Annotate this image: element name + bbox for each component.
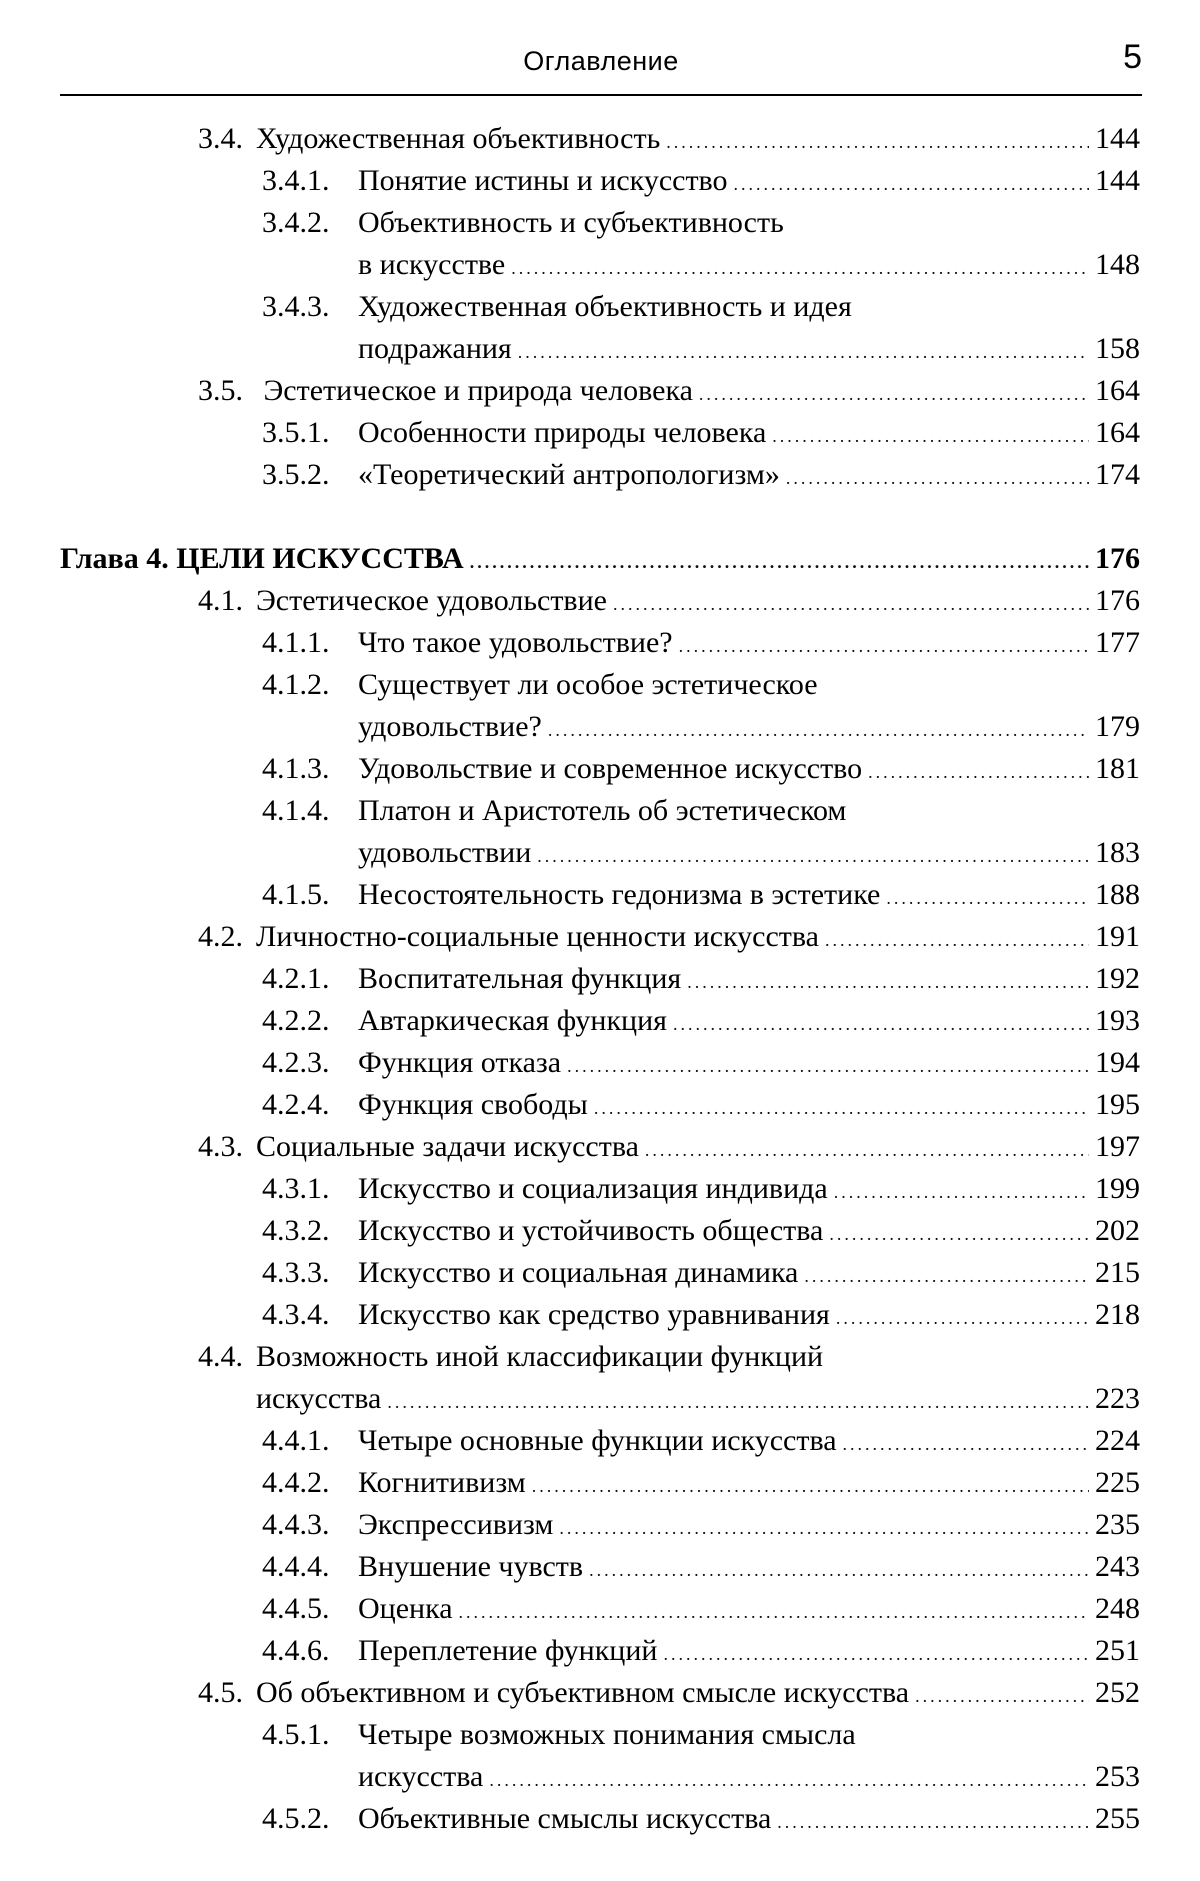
toc-leader-dots: [834, 1171, 1089, 1213]
toc-line: [262, 1630, 1140, 1672]
toc-line: [262, 454, 1140, 496]
toc-title: Платон и Аристотель об эстетическом: [358, 794, 847, 827]
toc-subsection[interactable]: [0, 1000, 1200, 1042]
toc-title: Личностно-социальные ценности искусства: [256, 920, 819, 953]
toc-text: [262, 1630, 657, 1672]
toc-spacer: [0, 496, 1200, 538]
toc-line: [262, 1504, 1140, 1546]
toc-number: 4.1.3.: [262, 752, 330, 785]
toc-number: 3.4.2.: [262, 206, 330, 239]
toc-line: [262, 202, 1140, 244]
header-title: Оглавление: [523, 46, 679, 76]
toc-text: [262, 1252, 798, 1294]
toc-title: Функция свободы: [358, 1088, 588, 1121]
toc-subsection[interactable]: [0, 1630, 1200, 1672]
toc-title: Понятие истины и искусство: [358, 164, 728, 197]
toc-line: [262, 1756, 1140, 1798]
toc-subsection[interactable]: [0, 622, 1200, 664]
toc-number: 3.4.: [198, 122, 243, 155]
toc-section[interactable]: [0, 580, 1200, 622]
toc-number: 3.5.: [198, 374, 243, 407]
toc-text: [262, 874, 880, 916]
toc-text: [198, 1672, 909, 1714]
toc-line: [198, 580, 1140, 622]
toc-title: Эстетическое и природа человека: [256, 374, 693, 407]
toc-line: [262, 1714, 1140, 1756]
toc-page-number: 224: [1095, 1424, 1140, 1457]
table-of-contents: [0, 118, 1200, 1840]
toc-subsection[interactable]: [0, 1210, 1200, 1252]
toc-number: 4.3.3.: [262, 1256, 330, 1289]
toc-leader-dots: [699, 373, 1089, 415]
toc-number: 4.5.2.: [262, 1802, 330, 1835]
toc-leader-dots: [825, 919, 1089, 961]
toc-text: [262, 1084, 588, 1126]
toc-line: [262, 832, 1140, 874]
toc-number: 3.5.2.: [262, 458, 330, 491]
toc-subsection[interactable]: [0, 286, 1200, 370]
toc-leader-dots: [772, 415, 1089, 457]
toc-number: 4.3.: [198, 1130, 243, 1163]
toc-line: [262, 1588, 1140, 1630]
toc-leader-dots: [518, 331, 1089, 373]
toc-line: [262, 1042, 1140, 1084]
toc-line: [198, 916, 1140, 958]
toc-text: [262, 454, 780, 496]
toc-number: 4.2.4.: [262, 1088, 330, 1121]
toc-text: [262, 622, 673, 664]
toc-text: [262, 664, 818, 706]
toc-page-number: 251: [1095, 1634, 1140, 1667]
toc-page-number: 183: [1095, 836, 1140, 869]
toc-subsection[interactable]: [0, 1042, 1200, 1084]
toc-title: искусства: [256, 1382, 382, 1415]
toc-page-number: 202: [1095, 1214, 1140, 1247]
toc-page-number: 179: [1095, 710, 1140, 743]
toc-page-number: 225: [1095, 1466, 1140, 1499]
header-rule: [60, 94, 1142, 96]
toc-page-number: 215: [1095, 1256, 1140, 1289]
toc-title: подражания: [358, 332, 512, 365]
toc-leader-dots: [829, 1213, 1089, 1255]
toc-title: Особенности природы человека: [358, 416, 767, 449]
toc-title: Эстетическое удовольствие: [256, 584, 607, 617]
toc-text: [198, 1336, 823, 1378]
toc-leader-dots: [594, 1087, 1089, 1129]
toc-leader-dots: [666, 121, 1089, 163]
toc-text: [198, 916, 819, 958]
toc-line: [198, 1126, 1140, 1168]
toc-leader-dots: [645, 1129, 1089, 1171]
toc-number: 3.5.1.: [262, 416, 330, 449]
toc-line: [262, 328, 1140, 370]
toc-text: [262, 1168, 828, 1210]
toc-page-number: 181: [1095, 752, 1140, 785]
toc-leader-dots: [459, 1591, 1089, 1633]
toc-number: 3.4.3.: [262, 290, 330, 323]
toc-text: [262, 412, 766, 454]
toc-subsection[interactable]: [0, 412, 1200, 454]
toc-leader-dots: [777, 1801, 1089, 1843]
toc-line: [262, 1210, 1140, 1252]
toc-text: [60, 538, 464, 580]
toc-subsection[interactable]: [0, 1504, 1200, 1546]
toc-subsection[interactable]: [0, 1462, 1200, 1504]
toc-leader-dots: [868, 751, 1089, 793]
toc-page-number: 194: [1095, 1046, 1140, 1079]
toc-number: 4.4.6.: [262, 1634, 330, 1667]
toc-line: [198, 1336, 1140, 1378]
toc-title: Функция отказа: [358, 1046, 562, 1079]
toc-number: 3.4.1.: [262, 164, 330, 197]
toc-text: [262, 706, 542, 748]
toc-title: Объективные смыслы искусства: [358, 1802, 772, 1835]
toc-title: Автаркическая функция: [358, 1004, 667, 1037]
toc-line: [262, 1252, 1140, 1294]
toc-leader-dots: [567, 1045, 1089, 1087]
toc-line: [198, 1672, 1140, 1714]
toc-leader-dots: [548, 709, 1089, 751]
toc-page-number: 144: [1095, 122, 1140, 155]
toc-title: Несостоятельность гедонизма в эстетике: [358, 878, 881, 911]
toc-leader-dots: [532, 1465, 1089, 1507]
toc-number: 4.3.4.: [262, 1298, 330, 1331]
toc-leader-dots: [786, 457, 1089, 499]
toc-page-number: 223: [1095, 1382, 1140, 1415]
toc-title: Художественная объективность и идея: [358, 290, 852, 323]
toc-number: 4.1.5.: [262, 878, 330, 911]
toc-leader-dots: [843, 1423, 1089, 1465]
toc-number: 4.4.3.: [262, 1508, 330, 1541]
toc-page-number: 252: [1095, 1676, 1140, 1709]
toc-line: [262, 1084, 1140, 1126]
toc-line: [262, 244, 1140, 286]
toc-title: Искусство и социальная динамика: [358, 1256, 799, 1289]
toc-number: 4.1.4.: [262, 794, 330, 827]
toc-page-number: 197: [1095, 1130, 1140, 1163]
toc-leader-dots: [804, 1255, 1089, 1297]
toc-text: [198, 580, 607, 622]
toc-line: [262, 790, 1140, 832]
toc-line: [198, 370, 1140, 412]
toc-subsection[interactable]: [0, 1546, 1200, 1588]
toc-line: [262, 1294, 1140, 1336]
toc-title: ЦЕЛИ ИСКУССТВА: [176, 542, 464, 575]
toc-line: [262, 1420, 1140, 1462]
toc-page-number: 255: [1095, 1802, 1140, 1835]
toc-title: Художественная объективность: [256, 122, 661, 155]
toc-title: Удовольствие и современное искусство: [358, 752, 863, 785]
toc-section[interactable]: [0, 1336, 1200, 1420]
toc-number: 4.1.: [198, 584, 243, 617]
toc-text: [262, 1798, 771, 1840]
toc-page-number: 158: [1095, 332, 1140, 365]
toc-section[interactable]: [0, 118, 1200, 160]
toc-subsection[interactable]: [0, 664, 1200, 748]
toc-number: 4.4.2.: [262, 1466, 330, 1499]
toc-leader-dots: [886, 877, 1089, 919]
toc-line: [262, 1000, 1140, 1042]
toc-text: [198, 1378, 381, 1420]
toc-leader-dots: [387, 1381, 1089, 1423]
toc-page-number: 253: [1095, 1760, 1140, 1793]
toc-number: 4.1.1.: [262, 626, 330, 659]
toc-page-number: 176: [1095, 542, 1140, 575]
toc-leader-dots: [559, 1507, 1089, 1549]
toc-subsection[interactable]: [0, 202, 1200, 286]
toc-number: 4.3.2.: [262, 1214, 330, 1247]
toc-text: [262, 1042, 561, 1084]
toc-page-number: 248: [1095, 1592, 1140, 1625]
toc-title: Внушение чувств: [358, 1550, 584, 1583]
toc-subsection[interactable]: [0, 790, 1200, 874]
toc-line: [198, 118, 1140, 160]
toc-text: [262, 202, 784, 244]
toc-chapter[interactable]: [0, 538, 1200, 580]
toc-number: 4.2.3.: [262, 1046, 330, 1079]
toc-number: 4.5.1.: [262, 1718, 330, 1751]
toc-page-number: 218: [1095, 1298, 1140, 1331]
toc-subsection[interactable]: [0, 1252, 1200, 1294]
toc-text: [262, 1504, 553, 1546]
toc-title: Оценка: [358, 1592, 453, 1625]
toc-leader-dots: [511, 247, 1089, 289]
toc-text: [262, 1462, 526, 1504]
toc-line: [262, 874, 1140, 916]
header-page-number: 5: [1123, 38, 1142, 76]
toc-page-number: 164: [1095, 416, 1140, 449]
toc-text: [262, 1588, 453, 1630]
toc-number: 4.4.: [198, 1340, 243, 1373]
toc-leader-dots: [489, 1759, 1089, 1801]
toc-title: Что такое удовольствие?: [358, 626, 673, 659]
toc-text: [262, 1294, 830, 1336]
toc-line: [262, 160, 1140, 202]
toc-text: [262, 1546, 583, 1588]
toc-line: [262, 412, 1140, 454]
toc-title: удовольствие?: [358, 710, 542, 743]
toc-leader-dots: [734, 163, 1089, 205]
toc-leader-dots: [836, 1297, 1089, 1339]
toc-line: [262, 1798, 1140, 1840]
toc-page-number: 164: [1095, 374, 1140, 407]
toc-subsection[interactable]: [0, 958, 1200, 1000]
toc-leader-dots: [537, 835, 1089, 877]
toc-subsection[interactable]: [0, 1714, 1200, 1798]
toc-title: Существует ли особое эстетическое: [358, 668, 818, 701]
toc-line: [262, 748, 1140, 790]
toc-number: 4.4.5.: [262, 1592, 330, 1625]
toc-title: Когнитивизм: [358, 1466, 526, 1499]
toc-page-number: 195: [1095, 1088, 1140, 1121]
toc-title: удовольствии: [358, 836, 532, 869]
toc-page-number: 191: [1095, 920, 1140, 953]
toc-number: 4.5.: [198, 1676, 243, 1709]
toc-number: 4.3.1.: [262, 1172, 330, 1205]
toc-page-number: 144: [1095, 164, 1140, 197]
toc-section[interactable]: [0, 1672, 1200, 1714]
toc-title: Социальные задачи искусства: [256, 1130, 639, 1163]
toc-title: Искусство как средство уравнивания: [358, 1298, 830, 1331]
toc-page-number: 235: [1095, 1508, 1140, 1541]
toc-text: [198, 370, 693, 412]
toc-title: Искусство и социализация индивида: [358, 1172, 828, 1205]
toc-number: 4.4.4.: [262, 1550, 330, 1583]
toc-subsection[interactable]: [0, 1798, 1200, 1840]
toc-text: [262, 1210, 823, 1252]
toc-title: искусства: [358, 1760, 484, 1793]
toc-leader-dots: [470, 541, 1089, 583]
toc-page-number: 148: [1095, 248, 1140, 281]
toc-text: [262, 1756, 483, 1798]
toc-number: 4.2.2.: [262, 1004, 330, 1037]
toc-subsection[interactable]: [0, 160, 1200, 202]
toc-title: Искусство и устойчивость общества: [358, 1214, 824, 1247]
toc-subsection[interactable]: [0, 1084, 1200, 1126]
toc-page-number: 174: [1095, 458, 1140, 491]
toc-title: Воспитательная функция: [358, 962, 682, 995]
toc-title: Об объективном и субъективном смысле искусства: [256, 1676, 910, 1709]
toc-text: [262, 286, 852, 328]
toc-line: [262, 706, 1140, 748]
toc-title: Переплетение функций: [358, 1634, 658, 1667]
toc-text: [262, 244, 505, 286]
toc-subsection[interactable]: [0, 454, 1200, 496]
toc-number: 4.1.2.: [262, 668, 330, 701]
toc-leader-dots: [613, 583, 1089, 625]
toc-page-number: 199: [1095, 1172, 1140, 1205]
toc-text: [198, 118, 660, 160]
toc-line: [262, 664, 1140, 706]
toc-text: [262, 832, 531, 874]
toc-text: [262, 328, 512, 370]
toc-line: [262, 958, 1140, 1000]
toc-leader-dots: [915, 1675, 1089, 1717]
toc-section[interactable]: [0, 1126, 1200, 1168]
toc-leader-dots: [687, 961, 1089, 1003]
toc-number: 4.2.1.: [262, 962, 330, 995]
toc-line: [262, 286, 1140, 328]
toc-text: [262, 790, 846, 832]
toc-line: [262, 1168, 1140, 1210]
toc-title: Четыре основные функции искусства: [358, 1424, 837, 1457]
toc-leader-dots: [679, 625, 1089, 667]
toc-section[interactable]: [0, 916, 1200, 958]
toc-line: [262, 1462, 1140, 1504]
toc-title: «Теоретический антропологизм»: [358, 458, 780, 491]
toc-text: [262, 748, 862, 790]
toc-subsection[interactable]: [0, 748, 1200, 790]
toc-text: [262, 1000, 667, 1042]
toc-number: 4.4.1.: [262, 1424, 330, 1457]
toc-leader-dots: [663, 1633, 1089, 1675]
toc-page-number: 188: [1095, 878, 1140, 911]
toc-page-number: 243: [1095, 1550, 1140, 1583]
running-header: [60, 38, 1142, 94]
toc-subsection[interactable]: [0, 1588, 1200, 1630]
toc-subsection[interactable]: [0, 1420, 1200, 1462]
toc-text: [262, 1420, 837, 1462]
toc-subsection[interactable]: [0, 1168, 1200, 1210]
toc-line: [262, 622, 1140, 664]
toc-title: Возможность иной классификации функций: [256, 1340, 824, 1373]
toc-subsection[interactable]: [0, 1294, 1200, 1336]
toc-section[interactable]: [0, 370, 1200, 412]
toc-page-number: 193: [1095, 1004, 1140, 1037]
toc-page-number: 176: [1095, 584, 1140, 617]
toc-title: в искусстве: [358, 248, 506, 281]
toc-leader-dots: [589, 1549, 1089, 1591]
toc-line: [198, 1378, 1140, 1420]
toc-page-number: 192: [1095, 962, 1140, 995]
toc-leader-dots: [673, 1003, 1089, 1045]
toc-number: Глава 4.: [60, 542, 169, 575]
toc-title: Объективность и субъективность: [358, 206, 784, 239]
toc-title: Четыре возможных понимания смысла: [358, 1718, 856, 1751]
toc-number: 4.2.: [198, 920, 243, 953]
toc-text: [262, 1714, 856, 1756]
toc-title: Экспрессивизм: [358, 1508, 554, 1541]
toc-text: [262, 160, 728, 202]
toc-line: [60, 538, 1140, 580]
toc-text: [198, 1126, 639, 1168]
toc-subsection[interactable]: [0, 874, 1200, 916]
toc-page-number: 177: [1095, 626, 1140, 659]
toc-text: [262, 958, 681, 1000]
toc-line: [262, 1546, 1140, 1588]
